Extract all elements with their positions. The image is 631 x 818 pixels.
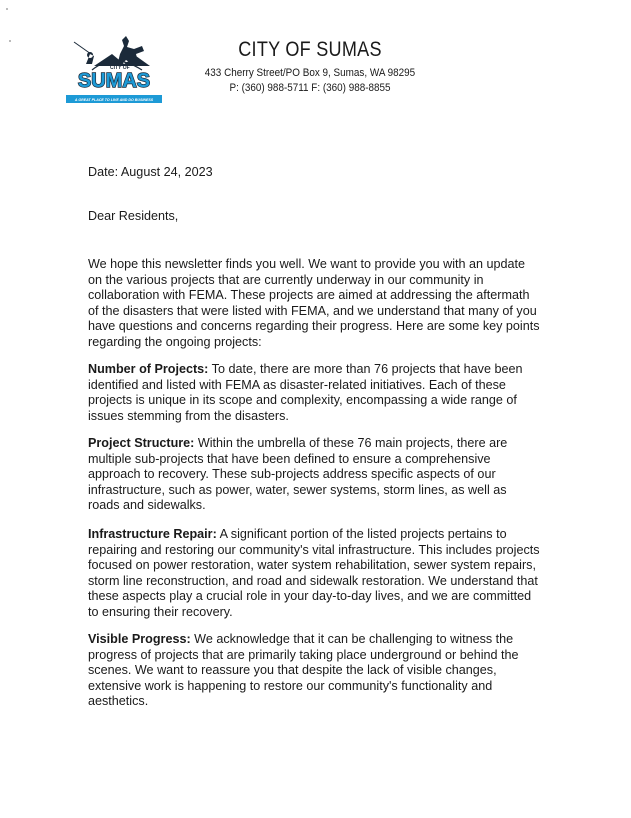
city-of-sumas-logo: [64, 32, 164, 106]
letterhead-title: CITY OF SUMAS: [238, 38, 382, 61]
key-point-text: A significant portion of the listed projects pertains to repairing and restoring our community's vital infrastructure. This includes projects focused on power restoration, water system rehabilitation, sewer system repairs, storm line reconstruction, and road and sidewalk restoration. We understand that these aspects play a crucial role in your day-to-day lives, and we are committed to ensuring their recovery.: [88, 527, 540, 619]
key-point-text: Within the umbrella of these 76 main projects, there are multiple sub-projects that have been defined to ensure a comprehensive approach to recovery. These sub-projects address specific aspects of our infrastructure, such as power, water, sewer systems, storm lines, as well as roads and sidewalks.: [88, 436, 508, 512]
scan-artifact: [6, 8, 8, 10]
logo-wordmark: SUMAS: [77, 70, 151, 92]
key-point-infrastructure-repair: [88, 527, 540, 620]
letterhead-address: 433 Cherry Street/PO Box 9, Sumas, WA 98295: [204, 67, 416, 79]
key-point-text: We acknowledge that it can be challenging to witness the progress of projects that are primarily taking place underground or behind the scenes. We want to reassure you that despite the lack of visible changes, extensive work is happening to restore our community's functionality and aesthetics.: [88, 632, 519, 708]
key-point-text: To date, there are more than 76 projects that have been identified and listed with FEMA as disaster-related initiatives. Each of these projects is unique in its scope and complexity, encompassing a wide range of issues stemming from the disasters.: [88, 362, 523, 423]
letterhead-phone-fax: P: (360) 988-5711 F: (360) 988-8855: [229, 82, 391, 94]
logo-tagline: A GREAT PLACE TO LIVE AND DO BUSINESS: [74, 98, 154, 102]
letter-salutation: Dear Residents,: [88, 209, 179, 223]
letter-intro-paragraph: We hope this newsletter finds you well. We want to provide you with an update on the various projects that are currently underway in our community in collaboration with FEMA. These projects are aimed at addressing the aftermath of the disasters that were listed with FEMA, and we understand that many of you have questions and concerns regarding their progress. Here are some key points regarding the ongoing projects:: [88, 257, 540, 349]
scan-artifact: [9, 40, 11, 42]
key-point-project-structure: [88, 436, 540, 514]
key-point-heading: Number of Projects:: [88, 362, 209, 376]
key-point-number-of-projects: [88, 362, 540, 424]
key-point-heading: Infrastructure Repair:: [88, 527, 217, 541]
key-point-heading: Visible Progress:: [88, 632, 191, 646]
key-point-visible-progress: [88, 632, 540, 710]
logo-city-of: CITY OF: [110, 65, 130, 71]
letter-date: Date: August 24, 2023: [88, 165, 213, 179]
key-point-heading: Project Structure:: [88, 436, 195, 450]
